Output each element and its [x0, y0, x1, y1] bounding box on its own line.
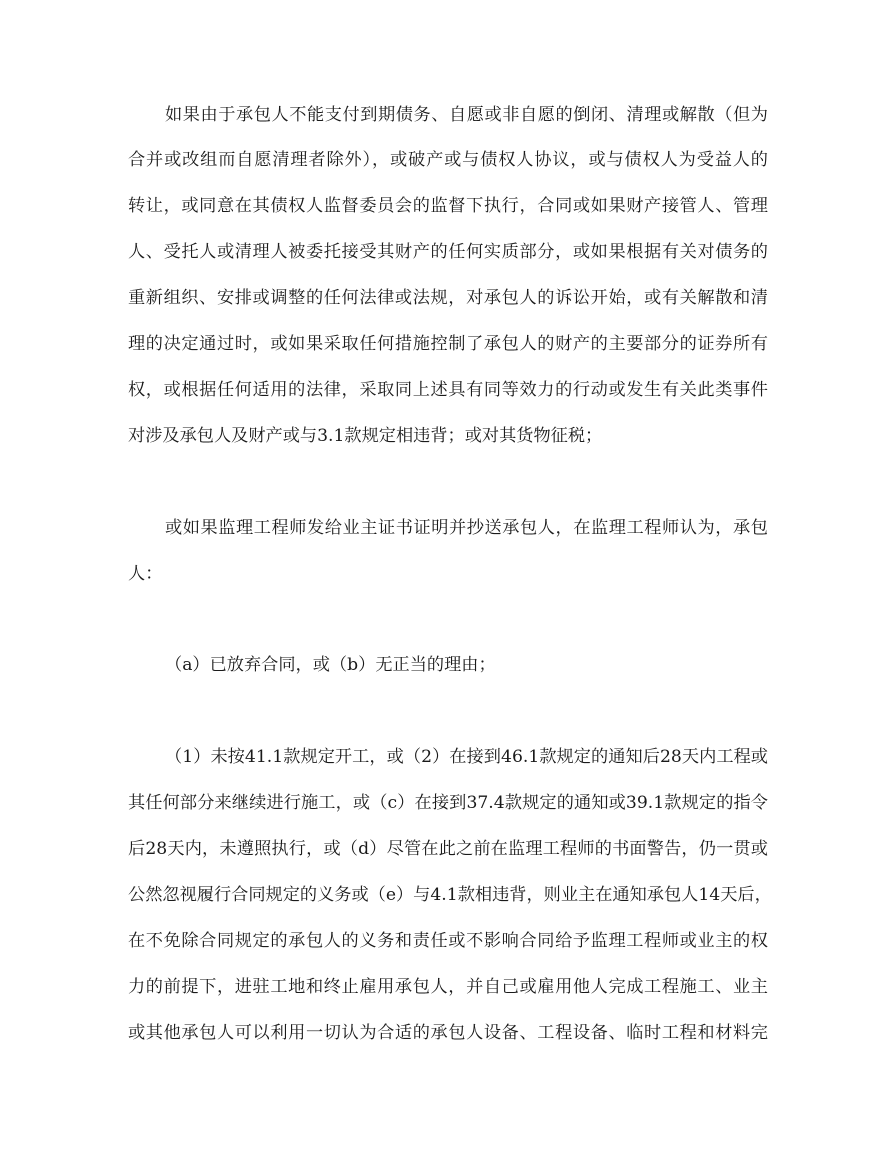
paragraph-line: 后28天内，未遵照执行，或（d）尽管在此之前在监理工程师的书面警告，仍一贯或 — [128, 839, 768, 859]
paragraph-line: 如果由于承包人不能支付到期债务、自愿或非自愿的倒闭、清理或解散（但为 — [165, 105, 768, 125]
paragraph-line: 力的前提下，进驻工地和终止雇用承包人，并自己或雇用他人完成工程施工、业主 — [128, 977, 768, 997]
paragraph-line: 理的决定通过时，或如果采取任何措施控制了承包人的财产的主要部分的证券所有 — [128, 334, 768, 354]
paragraph-line: 重新组织、安排或调整的任何法律或法规，对承包人的诉讼开始，或有关解散和清 — [128, 288, 768, 308]
paragraph-line: 权，或根据任何适用的法律，采取同上述具有同等效力的行动或发生有关此类事件 — [128, 380, 768, 400]
paragraph-line: 公然忽视履行合同规定的义务或（e）与4.1款相违背，则业主在通知承包人14天后， — [128, 885, 772, 905]
paragraph-line: 转让，或同意在其债权人监督委员会的监督下执行，合同或如果财产接管人、管理 — [128, 196, 768, 216]
paragraph-line: 对涉及承包人及财产或与3.1款规定相违背；或对其货物征税； — [128, 426, 603, 446]
paragraph-line: （a）已放弃合同，或（b）无正当的理由； — [165, 655, 496, 675]
paragraph-line: 在不免除合同规定的承包人的义务和责任或不影响合同给予监理工程师或业主的权 — [128, 931, 768, 951]
paragraph-line: 人、受托人或清理人被委托接受其财产的任何实质部分，或如果根据有关对债务的 — [128, 242, 768, 262]
paragraph-line: 或其他承包人可以利用一切认为合适的承包人设备、工程设备、临时工程和材料完 — [128, 1023, 768, 1043]
paragraph-line: 或如果监理工程师发给业主证书证明并抄送承包人，在监理工程师认为，承包 — [165, 518, 768, 538]
paragraph-line: 人： — [128, 564, 163, 584]
paragraph-line: 其任何部分来继续进行施工，或（c）在接到37.4款规定的通知或39.1款规定的指令 — [128, 793, 768, 813]
paragraph-line: 合并或改组而自愿清理者除外），或破产或与债权人协议，或与债权人为受益人的 — [128, 150, 768, 170]
paragraph-line: （1）未按41.1款规定开工，或（2）在接到46.1款规定的通知后28天内工程或 — [165, 747, 768, 767]
